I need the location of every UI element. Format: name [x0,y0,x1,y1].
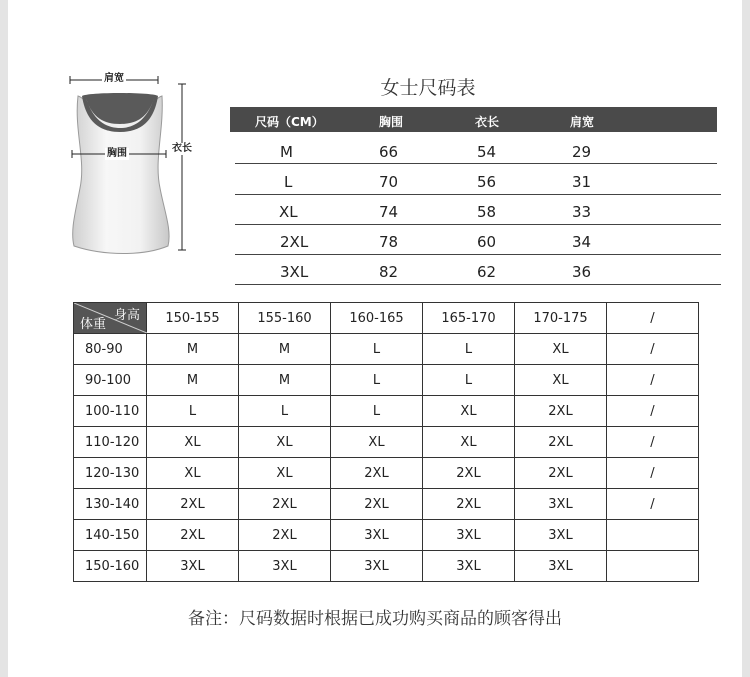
size-cell: L [147,396,239,427]
size-cell: XL [331,427,423,458]
size-cell: 2XL [239,489,331,520]
size-cell: 3XL [331,551,423,582]
size-cell: 3XL [280,263,309,281]
size-cell: M [239,334,331,365]
header-size: 尺码（CM） [255,115,324,129]
height-header: 155-160 [239,303,331,334]
weight-cell: 140-150 [74,520,147,551]
size-cell [607,551,699,582]
table-row [74,427,699,458]
size-cell: 2XL [331,489,423,520]
header-shoulder: 肩宽 [570,115,595,129]
height-header: 165-170 [423,303,515,334]
table-row [74,551,699,582]
weight-cell: 130-140 [74,489,147,520]
size-cell: XL [147,458,239,489]
shoulder-cell: 34 [572,233,592,251]
length-cell: 56 [477,173,497,191]
footnote: 备注：尺码数据时根据已成功购买商品的顾客得出 [188,609,562,629]
size-cell: XL [239,458,331,489]
size-cell: 3XL [331,520,423,551]
size-cell: M [147,365,239,396]
length-label: 衣长 [172,143,192,154]
length-cell: 60 [477,233,497,251]
size-cell: 3XL [423,551,515,582]
table-row [74,396,699,427]
size-cell: 2XL [147,520,239,551]
size-cell: 2XL [423,489,515,520]
chest-cell: 78 [379,233,399,251]
height-header: 150-155 [147,303,239,334]
weight-cell: 110-120 [74,427,147,458]
row-divider [235,224,721,225]
size-cell: XL [147,427,239,458]
table-row [74,458,699,489]
size-cell: 2XL [147,489,239,520]
size-cell: XL [423,427,515,458]
table-row [230,227,717,257]
length-cell: 54 [477,143,497,161]
shoulder-cell: 29 [572,143,592,161]
header-chest: 胸围 [379,115,404,129]
row-divider [235,163,717,164]
size-cell: 3XL [147,551,239,582]
size-cell: 3XL [239,551,331,582]
size-cell: L [331,365,423,396]
length-cell: 62 [477,263,497,281]
corner-cell [74,303,147,334]
weight-cell: 80-90 [74,334,147,365]
weight-cell: 90-100 [74,365,147,396]
size-cell: L [284,173,293,191]
size-cell [607,520,699,551]
size-cell: / [607,396,699,427]
size-table-header [230,107,717,132]
size-cell: XL [515,334,607,365]
size-cell: 2XL [515,396,607,427]
size-cell: / [607,458,699,489]
size-cell: 2XL [423,458,515,489]
size-cell: L [331,334,423,365]
size-cell: L [239,396,331,427]
size-cell: M [280,143,293,161]
chest-cell: 82 [379,263,399,281]
shoulder-cell: 31 [572,173,592,191]
size-cell: 3XL [515,551,607,582]
chest-label: 胸围 [107,148,127,159]
size-cell: / [607,489,699,520]
size-cell: 2XL [280,233,309,251]
table-row [74,489,699,520]
size-cell: M [239,365,331,396]
size-cell: L [331,396,423,427]
size-cell: L [423,365,515,396]
height-header: 160-165 [331,303,423,334]
table-row [74,365,699,396]
size-cell: 2XL [515,427,607,458]
size-chart-page [8,0,742,677]
size-cell: 3XL [423,520,515,551]
size-cell: / [607,334,699,365]
shoulder-cell: 33 [572,203,592,221]
table-row [230,257,717,287]
corner-height-label: 身高 [113,308,140,323]
size-cell: M [147,334,239,365]
corner-weight-label: 体重 [80,317,107,332]
shoulder-width-label: 肩宽 [104,73,124,84]
table-row [230,167,717,197]
table-row [230,197,717,227]
weight-cell: 120-130 [74,458,147,489]
size-cell: 2XL [515,458,607,489]
length-cell: 58 [477,203,497,221]
height-header-row [74,303,699,334]
size-cell: 2XL [239,520,331,551]
table-row [74,520,699,551]
chest-cell: 74 [379,203,399,221]
table-row [74,334,699,365]
header-length: 衣长 [475,115,500,129]
height-header: 170-175 [515,303,607,334]
size-cell: XL [423,396,515,427]
size-cell: 3XL [515,489,607,520]
chest-cell: 70 [379,173,399,191]
size-cell: / [607,365,699,396]
size-cell: 3XL [515,520,607,551]
weight-cell: 100-110 [74,396,147,427]
size-cell: XL [239,427,331,458]
weight-cell: 150-160 [74,551,147,582]
shoulder-cell: 36 [572,263,592,281]
height-header: / [607,303,699,334]
size-cell: / [607,427,699,458]
row-divider [235,254,721,255]
row-divider [235,284,721,285]
size-cell: 2XL [331,458,423,489]
size-cell: L [423,334,515,365]
size-table-title: 女士尺码表 [380,77,476,99]
chest-cell: 66 [379,143,399,161]
row-divider [235,194,721,195]
size-cell: XL [515,365,607,396]
size-recommendation-table [73,302,699,582]
tank-top-illustration [64,70,204,260]
tank-top-icon [64,70,204,260]
size-cell: XL [279,203,298,221]
